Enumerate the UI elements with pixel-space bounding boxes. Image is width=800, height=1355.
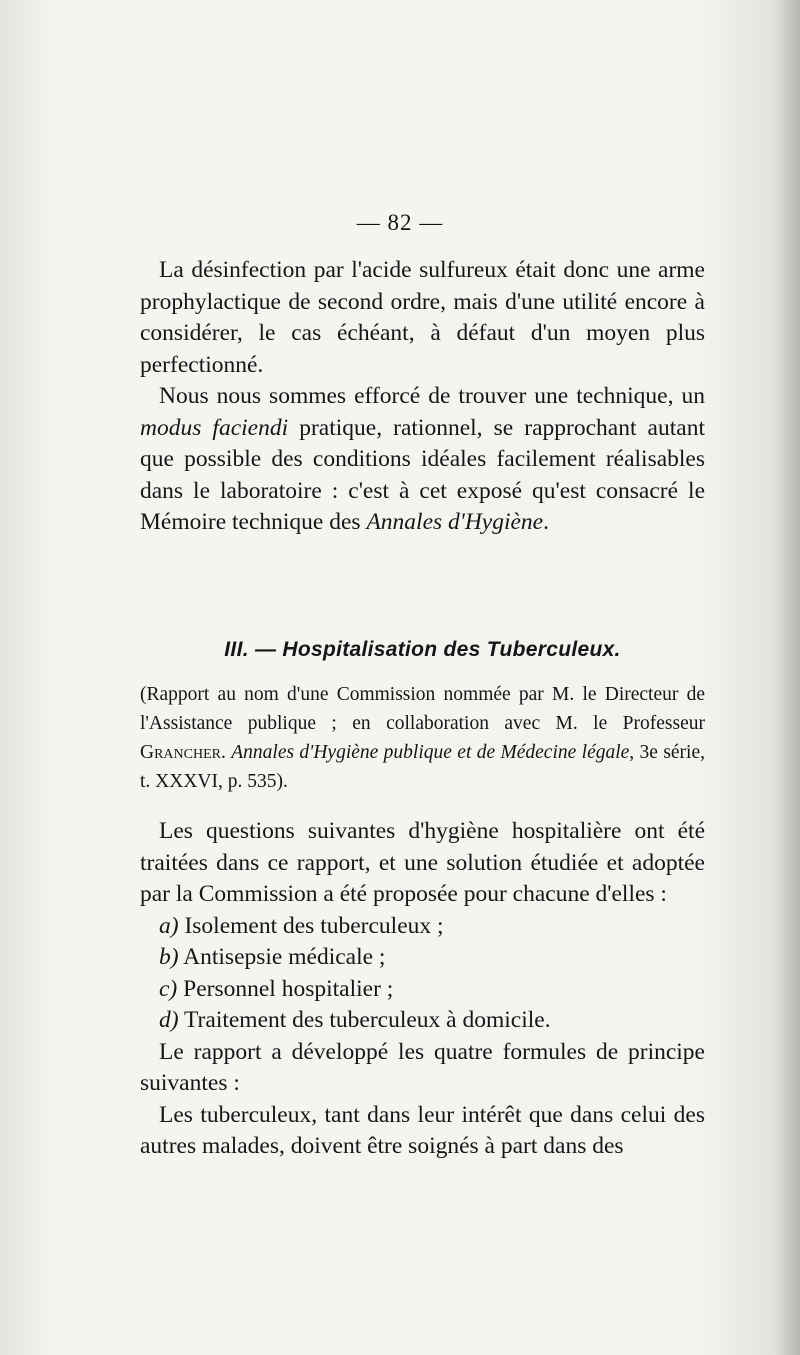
body-text: [140, 816, 705, 1163]
list-text: Antisepsie médicale ;: [178, 944, 386, 970]
intro-paragraph-1: La désinfection par l'acide sulfureux était donc une arme prophylactique de second ordre, mais d'une utilité encore à considérer, le cas échéant, à défaut d'un moyen plus perfectionné.: [140, 257, 705, 378]
list-letter: d): [159, 1007, 179, 1033]
reference-dot: .: [220, 742, 232, 763]
intro-p2-modus-faciendi: modus faciendi: [140, 414, 289, 441]
body-paragraph-3: Les tuberculeux, tant dans leur intérêt que dans celui des autres malades, doivent être soignés à part dans des: [140, 1101, 705, 1159]
list-item: [140, 1005, 705, 1037]
page-edge-shadow: [774, 0, 800, 1355]
intro-p2-text-b: pratique, rationnel, se rapprochant autant que possible des conditions idéales facilement réalisables dans le laboratoire : c'est à cet exposé qu'est consacré le Mémoire technique des: [140, 414, 705, 535]
intro-paragraph-2: [140, 381, 705, 539]
list-letter: b): [159, 944, 179, 970]
list-item: [140, 911, 705, 943]
list-item: [140, 942, 705, 974]
intro-text: [140, 255, 705, 539]
reference-text-b: , 3e série, t. XXXVI, p. 535).: [140, 742, 705, 792]
section-heading: III. — Hospitalisation des Tuberculeux.: [224, 638, 621, 661]
reference-paragraph: [140, 680, 705, 796]
body-paragraph-1: Les questions suivantes d'hygiène hospitalière ont été traitées dans ce rapport, et une solution étudiée et adoptée par la Commission a été proposée pour chacune d'elles :: [140, 818, 705, 907]
list-text: Personnel hospitalier ;: [177, 975, 394, 1002]
reference-author: Grancher: [140, 742, 221, 763]
page-number: — 82 —: [356, 210, 444, 235]
list-letter: a): [159, 912, 179, 939]
intro-p2-annales: Annales d'Hygiène: [366, 509, 544, 535]
list-item: [140, 974, 705, 1006]
reference-note: [140, 680, 705, 796]
list-letter: c): [159, 975, 178, 1002]
body-paragraph-2: Le rapport a développé les quatre formules de principe suivantes :: [140, 1038, 705, 1096]
list-text: Traitement des tuberculeux à domicile.: [178, 1007, 551, 1033]
reference-journal: Annales d'Hygiène publique et de Médecine légale: [231, 742, 630, 763]
reference-text-a: (Rapport au nom d'une Commission nommée par M. le Directeur de l'Assistance publique ; en collaboration avec M. le Professeur: [140, 684, 705, 734]
intro-p2-text-a: Nous nous sommes efforcé de trouver une technique, un: [159, 383, 705, 409]
intro-p2-text-c: .: [543, 509, 549, 535]
list-text: Isolement des tuberculeux ;: [178, 912, 444, 939]
